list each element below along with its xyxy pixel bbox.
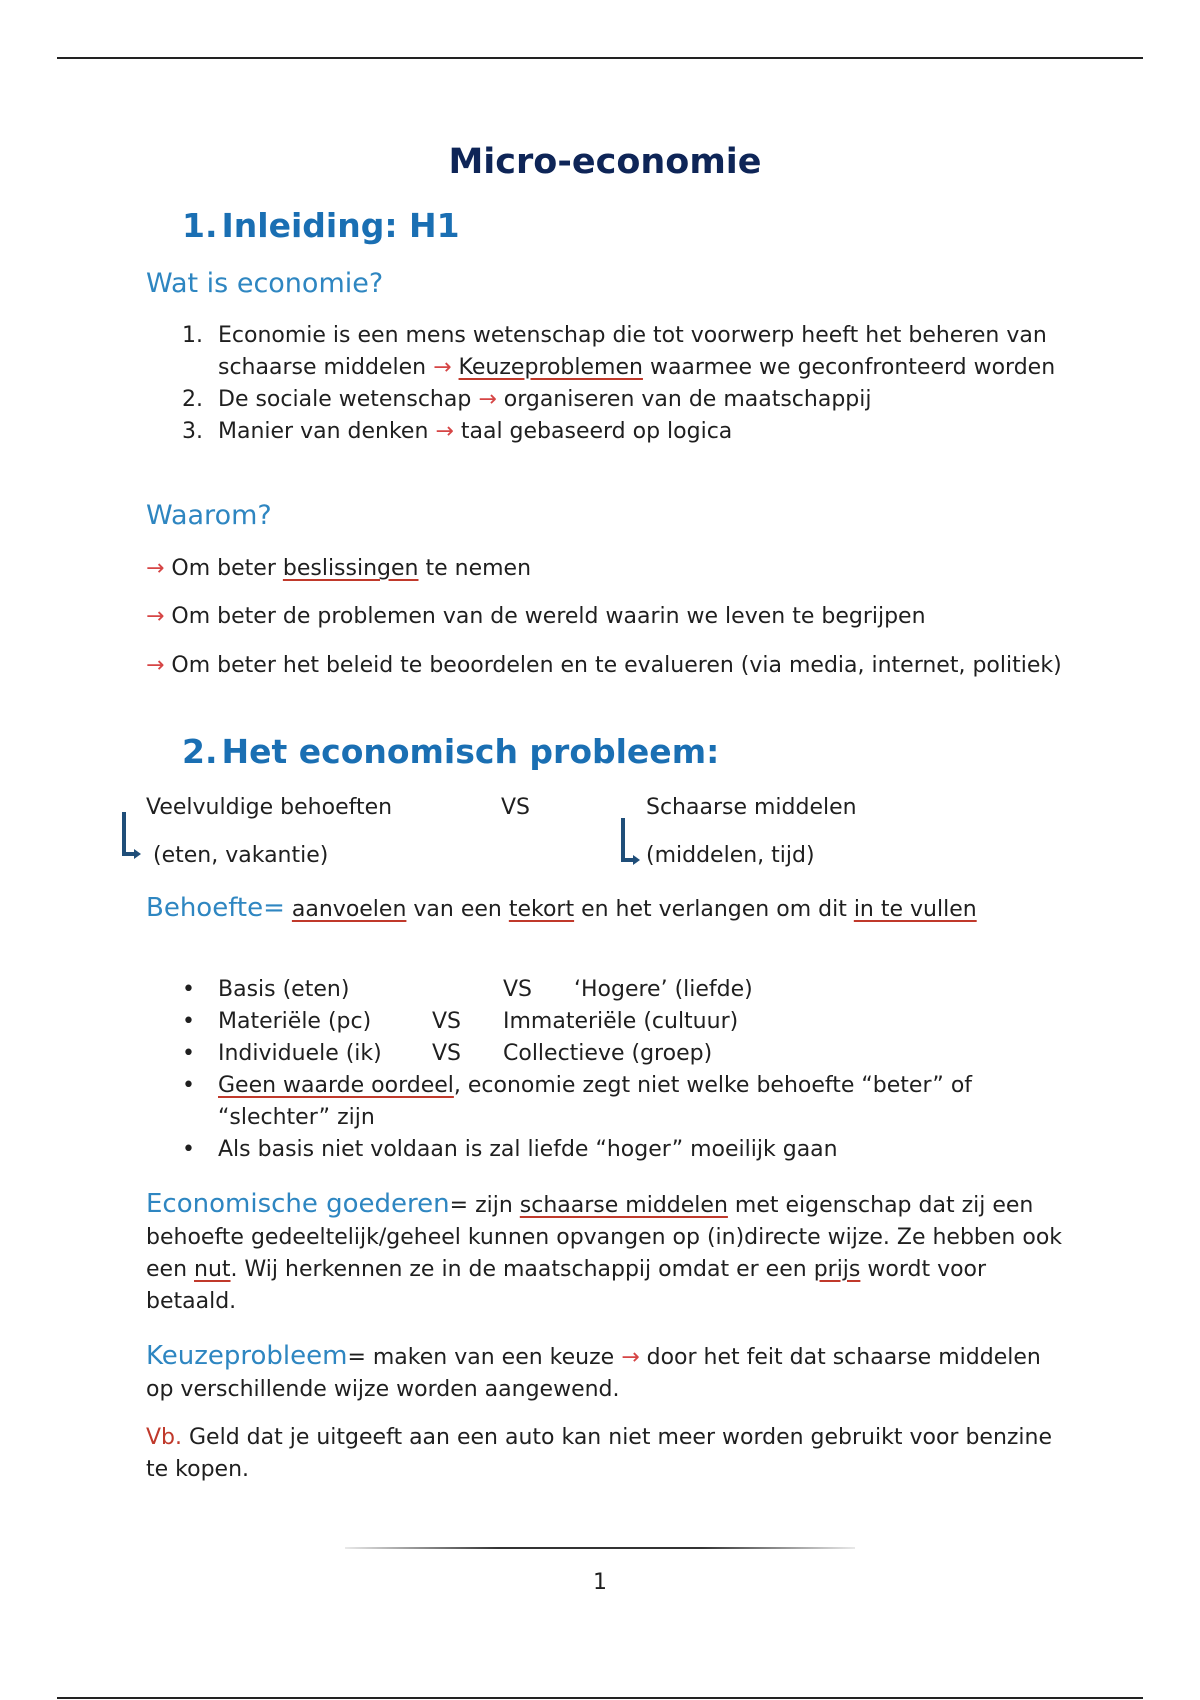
vs-label: VS [503,977,533,1002]
list-item [182,1038,1062,1070]
example-text: Geld dat je uitgeeft aan een auto kan niet meer worden gebruikt voor benzine te kopen. [146,1425,1053,1482]
definition-text: door het feit dat schaarse middelen op verschillende wijze worden aangewend. [146,1345,1041,1402]
waarom-heading: Waarom? [146,500,272,531]
term-label: Behoefte= [146,893,285,923]
waarom-line-2 [146,601,926,633]
keyword-underlined: nut [194,1257,231,1282]
keyword-underlined: Geen waarde oordeel [218,1073,454,1098]
list-item [182,320,1062,384]
corner-arrow-icon [120,810,142,862]
line-text: Om beter [164,556,283,581]
definition-text: . Wij herkennen ze in de maatschappij omdat er een [230,1257,814,1282]
vs-label: VS [432,1009,462,1034]
definition-text: van een [406,897,509,922]
example-label: Vb. [146,1425,183,1450]
item-text: , economie zegt niet welke behoefte “beter” of “slechter” zijn [218,1073,973,1130]
arrow-icon: → [146,604,165,629]
goederen-definition [146,1188,1066,1318]
item-text: Economie is een mens wetenschap die tot voorwerp heeft het beheren van schaarse middelen [218,323,1047,380]
vs-left-sub: (eten, vakantie) [153,843,329,868]
vs-right-sub: (middelen, tijd) [646,843,815,868]
list-item [182,416,1062,448]
arrow-icon: → [435,419,454,444]
item-text: organiseren van de maatschappij [496,387,872,412]
section-1-title: Inleiding: H1 [221,206,460,245]
behoefte-definition [146,892,1026,926]
definition-text: = zijn [449,1193,520,1218]
list-item [182,1134,1062,1166]
section-1-number: 1. [182,206,218,245]
vs-label: VS [432,1041,462,1066]
item-text: taal gebaseerd op logica [453,419,733,444]
term-label: Economische goederen [146,1189,450,1219]
header-rule [57,57,1143,59]
needs-b: ‘Hogere’ (liefde) [574,977,753,1002]
needs-b: Collectieve (groep) [503,1041,713,1066]
keyword-underlined: in te vullen [853,897,977,922]
vs-separator: VS [501,795,531,820]
item-text: waarmee we geconfronteerd worden [642,355,1056,380]
keyword-underlined: beslissingen [282,556,419,581]
item-text: De sociale wetenschap [218,387,472,412]
vs-left-label: Veelvuldige behoeften [146,795,393,820]
definition-text: en het verlangen om dit [574,897,854,922]
keyword-underlined: prijs [813,1257,861,1282]
term-label: Keuzeprobleem [146,1341,348,1371]
needs-b: Immateriële (cultuur) [503,1009,739,1034]
section-2-title: Het economisch probleem: [221,732,720,771]
definition-text: wordt voor betaald. [146,1257,987,1314]
keyword-underlined: tekort [508,897,575,922]
wat-heading: Wat is economie? [146,268,384,299]
list-item [182,974,1062,1006]
definition-text: met eigenschap dat zij een behoefte gedeeltelijk/geheel kunnen opvangen op (in)directe wijze. Ze hebben ook een [146,1193,1063,1282]
document-title: Micro-economie [448,142,762,182]
item-text: Manier van denken [218,419,429,444]
line-text: Om beter het beleid te beoordelen en te evalueren (via media, internet, politiek) [164,653,1062,678]
waarom-line-3 [146,650,1066,682]
section-1-heading [182,206,460,245]
list-item [182,1006,1062,1038]
keyword-underlined: schaarse middelen [519,1193,728,1218]
needs-a: Basis (eten) [218,977,350,1002]
page-number: 1 [593,1570,607,1595]
vs-right-label: Schaarse middelen [646,795,857,820]
section-2-heading [182,732,719,771]
keuzeprobleem-definition [146,1340,1046,1406]
list-number: 1. [182,323,203,348]
list-number: 2. [182,387,203,412]
bottom-rule [57,1697,1143,1699]
waarom-line-1 [146,553,531,585]
corner-arrow-icon [619,816,641,868]
line-text: te nemen [418,556,532,581]
arrow-icon: → [478,387,497,412]
arrow-icon: → [621,1345,640,1370]
definition-list [182,320,1062,448]
needs-a: Individuele (ik) [218,1041,382,1066]
list-item [182,384,1062,416]
section-2-number: 2. [182,732,218,771]
example-paragraph [146,1422,1066,1486]
keyword-underlined: Keuzeproblemen [458,355,643,380]
needs-list [182,974,1062,1166]
footer-rule [345,1547,855,1549]
arrow-icon: → [146,556,165,581]
arrow-icon: → [146,653,165,678]
needs-a: Materiële (pc) [218,1009,372,1034]
keyword-underlined: aanvoelen [291,897,407,922]
list-item [182,1070,1062,1134]
line-text: Om beter de problemen van de wereld waarin we leven te begrijpen [164,604,926,629]
list-number: 3. [182,419,203,444]
item-text: Als basis niet voldaan is zal liefde “hoger” moeilijk gaan [218,1137,838,1162]
definition-text: = maken van een keuze [347,1345,622,1370]
arrow-icon: → [433,355,452,380]
